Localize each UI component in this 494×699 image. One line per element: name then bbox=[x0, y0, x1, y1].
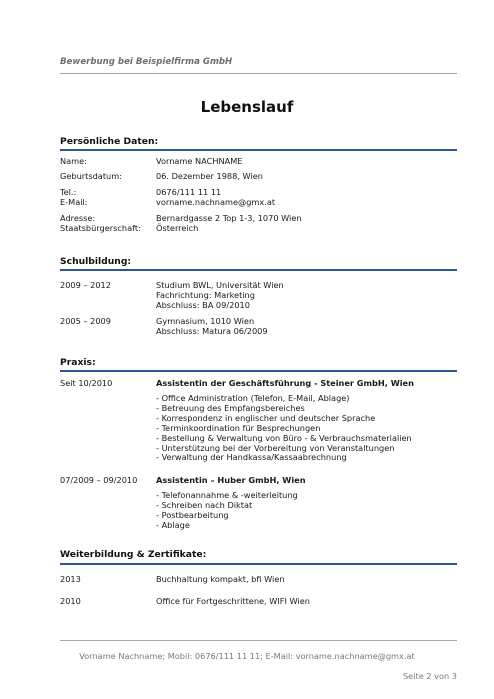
job-period: Seit 10/2010 bbox=[60, 378, 113, 388]
duty-item: - Telefonannahme & -weiterleitung bbox=[156, 491, 298, 501]
section-heading-training: Weiterbildung & Zertifikate: bbox=[60, 549, 207, 560]
education-line: Fachrichtung: Marketing bbox=[156, 290, 255, 300]
duty-item: - Office Administration (Telefon, E-Mail, Ablage) bbox=[156, 394, 412, 404]
education-line: Abschluss: BA 09/2010 bbox=[156, 300, 250, 310]
personal-value-birthdate: 06. Dezember 1988, Wien bbox=[156, 171, 263, 181]
duty-item: - Terminkoordination für Besprechungen bbox=[156, 424, 412, 434]
personal-label-name: Name: bbox=[60, 156, 87, 166]
personal-value-name: Vorname NACHNAME bbox=[156, 156, 243, 166]
section-divider-personal bbox=[60, 149, 457, 151]
personal-label-email: E-Mail: bbox=[60, 197, 88, 207]
duty-item: - Schreiben nach Diktat bbox=[156, 501, 298, 511]
duty-item: - Postbearbeitung bbox=[156, 511, 298, 521]
education-line: Studium BWL, Universität Wien bbox=[156, 280, 284, 290]
page-title: Lebenslauf bbox=[200, 98, 294, 116]
personal-label-citizenship: Staatsbürgerschaft: bbox=[60, 223, 141, 233]
training-text: Office für Fortgeschrittene, WIFI Wien bbox=[156, 596, 310, 606]
document-header-title: Bewerbung bei Beispielfirma GmbH bbox=[60, 57, 233, 67]
section-divider-education bbox=[60, 269, 457, 271]
personal-value-phone: 0676/111 11 11 bbox=[156, 187, 222, 197]
personal-value-citizenship: Österreich bbox=[156, 223, 199, 233]
duty-item: - Korrespondenz in englischer und deutscher Sprache bbox=[156, 414, 412, 424]
personal-value-address: Bernardgasse 2 Top 1-3, 1070 Wien bbox=[156, 213, 302, 223]
section-divider-practice bbox=[60, 370, 457, 372]
education-period: 2005 – 2009 bbox=[60, 316, 111, 326]
section-heading-personal: Persönliche Daten: bbox=[60, 136, 159, 147]
job-period: 07/2009 – 09/2010 bbox=[60, 475, 138, 485]
page-number: Seite 2 von 3 bbox=[402, 671, 457, 681]
job-duties-list bbox=[156, 394, 412, 463]
personal-label-address: Adresse: bbox=[60, 213, 96, 223]
personal-value-email: vorname.nachname@gmx.at bbox=[156, 197, 276, 207]
section-divider-training bbox=[60, 563, 457, 565]
job-title: Assistentin – Huber GmbH, Wien bbox=[156, 475, 306, 485]
training-year: 2010 bbox=[60, 596, 81, 606]
education-period: 2009 – 2012 bbox=[60, 280, 111, 290]
section-heading-education: Schulbildung: bbox=[60, 256, 132, 267]
duty-item: - Bestellung & Verwaltung von Büro - & Verbrauchsmaterialien bbox=[156, 434, 412, 444]
education-line: Abschluss: Matura 06/2009 bbox=[156, 326, 268, 336]
duty-item: - Verwaltung der Handkassa/Kassaabrechnung bbox=[156, 453, 412, 463]
duty-item: - Ablage bbox=[156, 521, 298, 531]
footer-divider bbox=[60, 640, 457, 641]
section-heading-practice: Praxis: bbox=[60, 357, 96, 368]
duty-item: - Betreuung des Empfangsbereiches bbox=[156, 404, 412, 414]
duty-item: - Unterstützung bei der Vorbereitung von Veranstaltungen bbox=[156, 444, 412, 454]
training-year: 2013 bbox=[60, 574, 81, 584]
header-divider bbox=[60, 73, 457, 74]
job-duties-list bbox=[156, 491, 298, 531]
education-line: Gymnasium, 1010 Wien bbox=[156, 316, 255, 326]
job-title: Assistentin der Geschäftsführung - Steiner GmbH, Wien bbox=[156, 378, 414, 388]
training-text: Buchhaltung kompakt, bfi Wien bbox=[156, 574, 285, 584]
footer-contact: Vorname Nachname; Mobil: 0676/111 11 11; E-Mail: vorname.nachname@gmx.at bbox=[79, 651, 415, 661]
personal-label-phone: Tel.: bbox=[60, 187, 77, 197]
personal-label-birthdate: Geburtsdatum: bbox=[60, 171, 122, 181]
